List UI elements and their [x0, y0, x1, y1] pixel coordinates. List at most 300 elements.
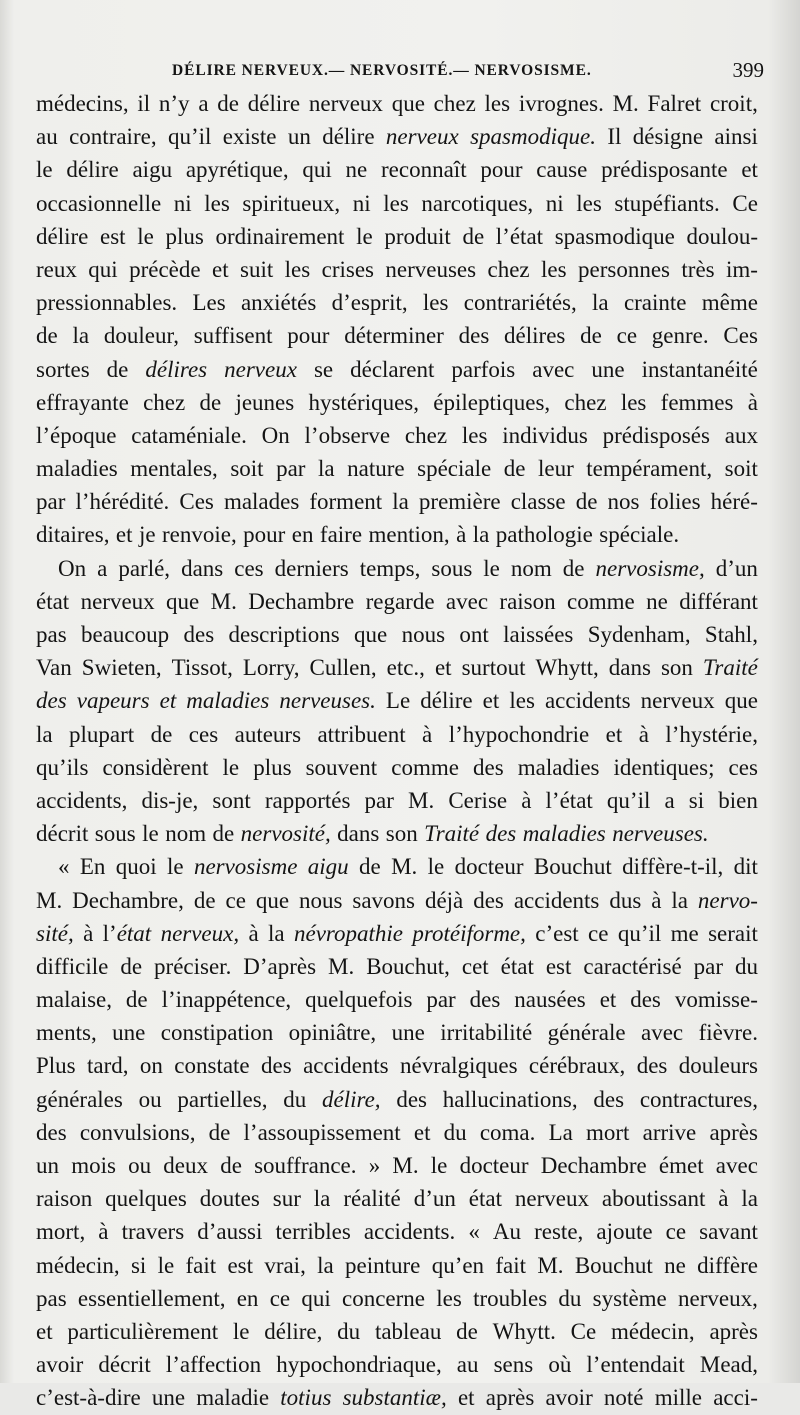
- word: concerne: [342, 1285, 425, 1311]
- word: spéciale: [417, 456, 492, 482]
- word: reux: [36, 256, 77, 282]
- text-line: [36, 684, 758, 717]
- word: accidents: [303, 1053, 389, 1079]
- word: tableau: [374, 1318, 442, 1344]
- word: Plus: [36, 1053, 76, 1079]
- word: le: [157, 1252, 175, 1278]
- word: la: [317, 1252, 334, 1278]
- word: apyrétique,: [185, 157, 289, 183]
- word: pour: [480, 157, 523, 183]
- word: pas: [36, 622, 67, 647]
- word: Stahl,: [704, 622, 758, 647]
- word: de: [359, 854, 381, 880]
- word: qui: [302, 157, 332, 183]
- word: nausées: [514, 987, 586, 1013]
- word: Bouchut: [574, 1252, 653, 1278]
- word: délire,: [322, 1086, 381, 1112]
- word: ont: [459, 622, 489, 647]
- word: décrit: [98, 1352, 151, 1378]
- word: en: [291, 522, 314, 548]
- word: regarde: [365, 588, 435, 614]
- word: son: [660, 655, 693, 681]
- word: médecin,: [36, 1252, 120, 1278]
- word: douleurs: [678, 1053, 758, 1079]
- word: le: [166, 854, 184, 880]
- word: accidents: [544, 688, 631, 714]
- word: a: [97, 555, 108, 581]
- word: les: [541, 256, 567, 282]
- word: médecins,: [36, 91, 129, 116]
- word: renvoie,: [161, 522, 237, 548]
- word: mentales,: [130, 456, 218, 482]
- word: nervo-: [697, 887, 758, 913]
- word: de: [575, 489, 598, 515]
- word: ce: [665, 1219, 687, 1245]
- word: Les: [192, 290, 226, 316]
- text-line: [36, 153, 758, 186]
- word: prédisposante: [601, 157, 728, 183]
- text-line: [36, 1315, 758, 1348]
- word: pressionnables.: [36, 290, 178, 316]
- word: réalité: [343, 1186, 401, 1212]
- word: de: [106, 356, 129, 382]
- word: hystériques,: [308, 389, 419, 415]
- word: la: [72, 323, 90, 349]
- word: partielles,: [177, 1086, 268, 1112]
- word: sont: [212, 787, 251, 813]
- word: plus: [253, 754, 292, 780]
- word: l’assoupissement: [243, 1119, 401, 1145]
- word: bien: [718, 787, 758, 813]
- text-line: [36, 552, 758, 585]
- word: D’après: [243, 953, 317, 979]
- text-line: [36, 1249, 758, 1282]
- word: nerveux: [514, 1186, 589, 1212]
- word: ce: [616, 323, 638, 349]
- word: docteur: [454, 854, 524, 880]
- word: aux: [724, 422, 758, 448]
- word: les: [576, 190, 602, 216]
- word: sortes: [36, 356, 90, 382]
- word: fait: [185, 1252, 217, 1278]
- word: existe: [222, 124, 277, 150]
- word: constipation: [160, 1020, 274, 1046]
- text-line: [36, 917, 758, 950]
- word: nerveuses: [385, 256, 477, 282]
- word: première: [418, 489, 501, 515]
- word: chez: [487, 256, 530, 282]
- word: son: [385, 821, 418, 847]
- word: délires: [504, 323, 566, 349]
- word: nature: [347, 456, 405, 482]
- word: des: [36, 1119, 67, 1145]
- word: si: [688, 787, 705, 813]
- word: générale: [547, 1020, 626, 1046]
- word: contractures,: [639, 1086, 758, 1112]
- word: spasmodique.: [470, 124, 596, 150]
- word: est: [227, 1252, 254, 1278]
- word: Tissot,: [171, 655, 233, 681]
- word: descriptions: [228, 622, 340, 647]
- word: «: [468, 1219, 480, 1245]
- word: diffère: [697, 1252, 758, 1278]
- word: irritabilité: [440, 1020, 533, 1046]
- text-line: [36, 784, 758, 817]
- word: spasmodique: [554, 223, 675, 249]
- word: et: [211, 256, 229, 282]
- text-line: [36, 1381, 758, 1414]
- word: du: [337, 1318, 361, 1344]
- word: Le: [385, 688, 411, 714]
- word: Whytt,: [535, 655, 599, 681]
- word: des: [183, 622, 215, 647]
- word: terribles: [275, 1219, 351, 1245]
- word: personnes: [578, 256, 670, 282]
- word: nerveux,: [160, 920, 240, 946]
- word: que: [166, 588, 200, 614]
- word: Cullen,: [309, 655, 377, 681]
- word: est: [100, 223, 126, 249]
- word: de: [503, 456, 526, 482]
- word: au: [36, 124, 58, 150]
- text-line: [36, 1149, 758, 1182]
- word: Bouchut,: [366, 953, 450, 979]
- word: leur: [537, 456, 574, 482]
- word: de: [456, 1318, 478, 1344]
- word: de: [217, 91, 239, 116]
- word: crainte: [623, 290, 687, 316]
- word: n’y: [158, 91, 190, 116]
- word: fièvre.: [698, 1020, 758, 1046]
- word: un: [36, 1153, 59, 1178]
- word: nerveuses.: [279, 688, 376, 714]
- text-line: [36, 751, 758, 784]
- word: très: [681, 256, 715, 282]
- word: ou: [128, 1153, 152, 1178]
- word: délire,: [264, 1318, 323, 1344]
- word: sité,: [36, 920, 74, 946]
- word: plus: [165, 223, 204, 249]
- word: ajoute: [596, 1219, 653, 1245]
- word: Au: [492, 1219, 522, 1245]
- word: des: [473, 754, 504, 780]
- word: l’hystérie,: [665, 721, 758, 747]
- word: constate: [174, 1053, 250, 1079]
- word: coma.: [479, 1119, 536, 1145]
- word: crises: [321, 256, 374, 282]
- word: un: [287, 124, 311, 150]
- word: émet: [658, 1153, 704, 1178]
- word: troubles: [473, 1285, 548, 1311]
- word: Cerise: [448, 787, 508, 813]
- word: à: [747, 389, 758, 415]
- word: On: [58, 555, 87, 581]
- word: ditaires,: [36, 522, 110, 548]
- word: caractérisé: [583, 953, 682, 979]
- word: décrit: [36, 821, 89, 847]
- text-line: [36, 485, 758, 518]
- word: délires: [145, 356, 208, 382]
- word: la: [392, 489, 409, 515]
- word: a: [664, 787, 675, 813]
- word: d’esprit,: [331, 290, 408, 316]
- text-line: [36, 983, 758, 1016]
- word: après: [485, 1385, 535, 1411]
- word: soit: [230, 456, 264, 482]
- running-head: DÉLIRE NERVEUX.— NERVOSITÉ.— NERVOSISME.: [172, 62, 592, 79]
- word: contraire,: [69, 124, 157, 150]
- word: le: [222, 754, 240, 780]
- text-line: [36, 884, 758, 917]
- word: état: [36, 588, 70, 614]
- word: identiques;: [613, 754, 715, 780]
- word: cérébraux,: [528, 1053, 626, 1079]
- word: beaucoup: [81, 622, 170, 647]
- word: est: [545, 953, 572, 979]
- word: convulsions,: [79, 1119, 196, 1145]
- word: de: [580, 323, 602, 349]
- word: chez: [143, 389, 186, 415]
- word: anxiétés: [240, 290, 317, 316]
- word: ni: [545, 190, 564, 216]
- word: Dechambre: [540, 1153, 647, 1178]
- word: «: [58, 854, 70, 880]
- word: nerveux,: [678, 1285, 758, 1311]
- word: Lorry,: [242, 655, 300, 681]
- word: pour: [287, 323, 330, 349]
- word: M.: [328, 953, 355, 979]
- word: attribuent: [317, 721, 406, 747]
- word: de: [36, 323, 58, 349]
- word: épileptiques,: [433, 389, 551, 415]
- word: occasionnelle: [36, 190, 162, 216]
- word: du: [735, 953, 758, 979]
- word: des: [36, 688, 67, 714]
- text-line: [36, 817, 758, 850]
- word: déjà: [424, 887, 464, 913]
- word: et: [413, 1119, 431, 1145]
- word: reconnaît: [381, 157, 467, 183]
- word: le: [427, 854, 445, 880]
- word: La: [548, 1119, 573, 1145]
- word: maladies: [36, 456, 118, 482]
- word: chez: [433, 91, 476, 116]
- word: et: [741, 157, 758, 183]
- word: la: [472, 522, 490, 548]
- word: je: [138, 522, 156, 548]
- word: des: [630, 987, 661, 1013]
- word: les: [461, 422, 488, 448]
- text-line: [36, 253, 758, 286]
- word: à: [83, 920, 94, 946]
- text-line: [36, 1049, 758, 1082]
- word: à: [422, 721, 433, 747]
- word: des: [473, 887, 504, 913]
- word: ments,: [36, 1020, 97, 1046]
- word: de: [208, 1119, 231, 1145]
- word: etc.,: [386, 655, 425, 681]
- word: par: [276, 456, 306, 482]
- word: délire: [420, 688, 473, 714]
- word: difficile: [36, 953, 109, 979]
- word: reste,: [534, 1219, 584, 1245]
- word: aigu: [307, 854, 349, 880]
- word: le: [36, 157, 53, 183]
- word: plupart: [69, 721, 135, 747]
- word: nerveux: [308, 91, 383, 116]
- word: forment: [309, 489, 383, 515]
- word: qu’ils: [36, 754, 89, 780]
- word: Mead,: [699, 1352, 758, 1378]
- word: nous: [401, 622, 446, 647]
- word: des: [593, 1086, 625, 1112]
- word: stupéfiants.: [614, 190, 720, 216]
- word: héré-: [710, 489, 758, 515]
- word: totius: [280, 1385, 332, 1411]
- word: à: [718, 1186, 729, 1212]
- word: générales: [36, 1086, 123, 1112]
- word: On: [261, 422, 290, 448]
- word: que: [255, 887, 290, 913]
- word: dit: [733, 854, 758, 880]
- word: femmes: [660, 389, 734, 415]
- text-line: [36, 1282, 758, 1315]
- word: la: [268, 920, 285, 946]
- word: et: [599, 987, 617, 1013]
- word: Swieten,: [81, 655, 162, 681]
- word: d’aussi: [197, 1219, 263, 1245]
- word: avec: [641, 1020, 684, 1046]
- word: Ce: [732, 190, 758, 216]
- word: à: [521, 787, 532, 813]
- text-line: [36, 1215, 758, 1248]
- word: le: [483, 555, 500, 581]
- word: de: [193, 887, 216, 913]
- word: les: [383, 190, 409, 216]
- word: rapportés: [264, 787, 351, 813]
- word: dis-je,: [141, 787, 199, 813]
- word: »: [368, 1153, 381, 1178]
- word: nom: [510, 555, 552, 581]
- word: des: [485, 821, 517, 847]
- word: opiniâtre,: [288, 1020, 377, 1046]
- word: noté: [603, 1385, 644, 1411]
- word: différant: [679, 588, 758, 614]
- word: nous: [299, 887, 343, 913]
- word: mort: [586, 1119, 630, 1145]
- word: Ce: [570, 1318, 597, 1344]
- text-line: [36, 353, 758, 386]
- word: l’hérédité.: [75, 489, 170, 515]
- word: Dechambre,: [72, 887, 184, 913]
- word: nerveux: [224, 356, 297, 382]
- word: c’est-à-dire: [36, 1385, 141, 1411]
- word: l’observe: [304, 422, 391, 448]
- text-line: [36, 651, 758, 684]
- word: maladies: [186, 688, 270, 714]
- word: la: [317, 456, 335, 482]
- word: peinture: [345, 1252, 421, 1278]
- word: chez: [564, 389, 607, 415]
- word: les: [422, 290, 449, 316]
- word: même: [701, 290, 758, 316]
- word: à: [456, 522, 467, 548]
- word: parfois: [451, 356, 516, 382]
- text-line: [36, 220, 758, 253]
- word: Sydenham,: [587, 622, 691, 647]
- word: savons: [352, 887, 416, 913]
- word: le: [430, 1153, 448, 1178]
- word: suffisent: [193, 323, 273, 349]
- word: vomisse-: [674, 987, 758, 1013]
- word: l’hypochondrie: [448, 721, 590, 747]
- word: de: [120, 953, 143, 979]
- word: instantanéité: [641, 356, 758, 382]
- word: raison: [499, 588, 556, 614]
- word: M.: [408, 787, 435, 813]
- word: la: [313, 1186, 331, 1212]
- word: folies: [649, 489, 701, 515]
- page-header: [0, 58, 800, 88]
- word: substantiæ,: [342, 1385, 447, 1411]
- word: Ces: [179, 489, 214, 515]
- text-line: [36, 950, 758, 983]
- word: accidents,: [36, 787, 128, 813]
- word: ne: [664, 1252, 686, 1278]
- word: état: [468, 1186, 502, 1212]
- text-line: [36, 120, 758, 153]
- word: préciser.: [154, 953, 232, 979]
- word: deux: [163, 1153, 209, 1178]
- word: le: [232, 1318, 250, 1344]
- word: le: [137, 223, 154, 249]
- word: diffère-t-il,: [622, 854, 724, 880]
- word: si: [130, 1252, 147, 1278]
- word: et: [434, 655, 452, 681]
- word: comme: [567, 588, 635, 614]
- word: pas: [36, 1285, 67, 1311]
- word: par: [693, 953, 724, 979]
- word: M.: [36, 887, 63, 913]
- word: dans: [337, 821, 380, 847]
- text-line: [36, 286, 758, 319]
- word: délire: [36, 223, 89, 249]
- word: genre.: [651, 323, 709, 349]
- word: arrive: [642, 1119, 697, 1145]
- word: serait: [708, 920, 758, 946]
- word: pour: [243, 522, 286, 548]
- word: produit: [384, 223, 451, 249]
- word: ce: [225, 887, 246, 913]
- word: le: [356, 223, 373, 249]
- word: et: [482, 688, 500, 714]
- word: des: [636, 1053, 668, 1079]
- word: sur: [272, 1186, 301, 1212]
- word: M.: [210, 588, 237, 614]
- word: cataméniale.: [131, 422, 247, 448]
- word: qui: [301, 1285, 331, 1311]
- word: quelquefois: [305, 987, 413, 1013]
- word: surtout: [461, 655, 526, 681]
- word: et: [605, 721, 623, 747]
- word: qu’il: [606, 787, 651, 813]
- word: M.: [392, 1153, 419, 1178]
- word: des: [396, 1086, 428, 1112]
- word: considèrent: [102, 754, 209, 780]
- word: et: [115, 522, 133, 548]
- word: M.: [391, 854, 418, 880]
- word: du: [283, 1086, 307, 1112]
